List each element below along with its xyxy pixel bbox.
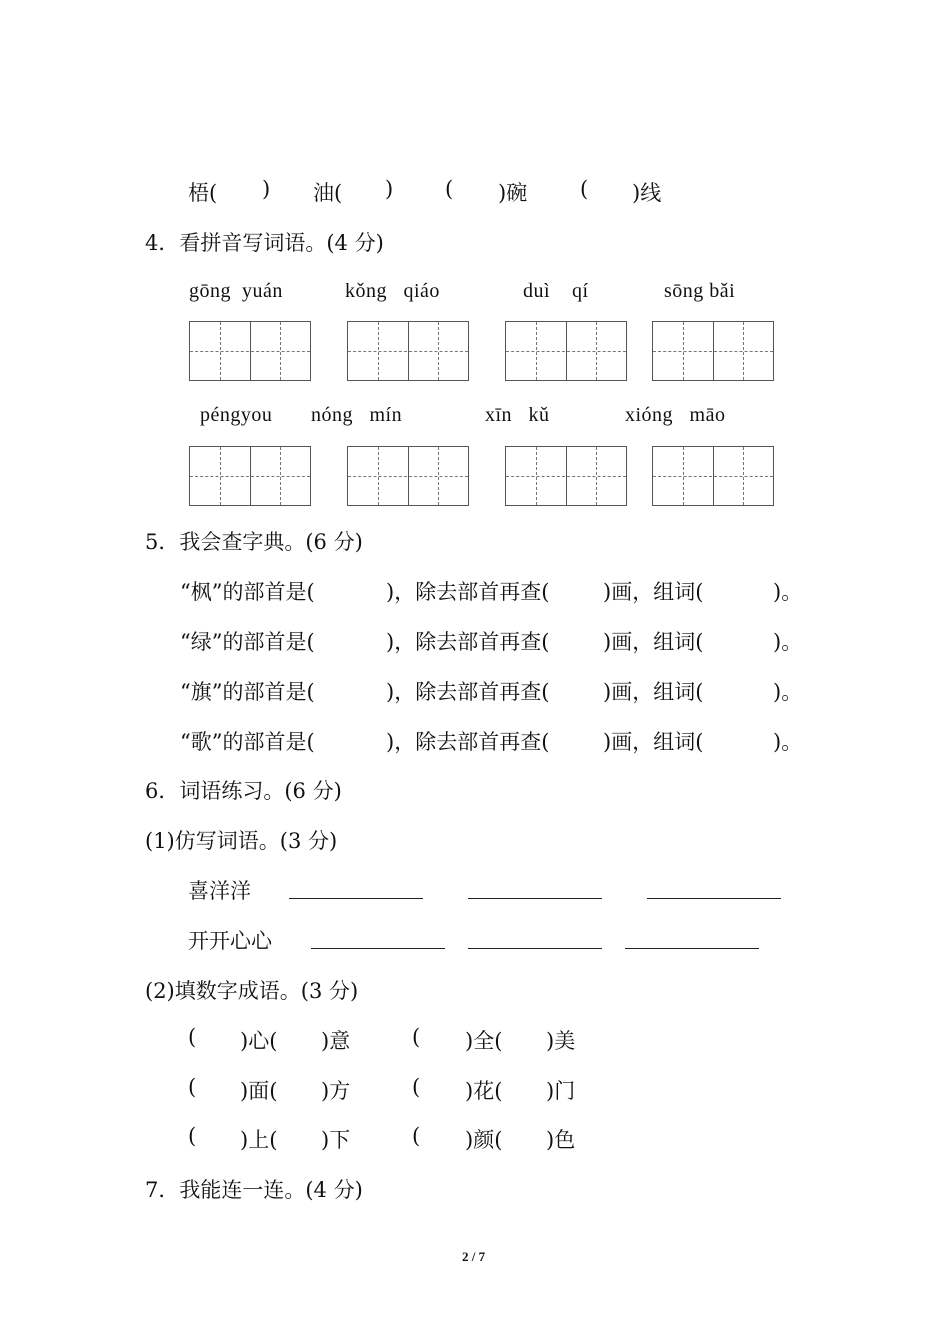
text: )心( bbox=[240, 1029, 278, 1053]
pinyin: gōng yuán bbox=[189, 280, 283, 302]
text: ( bbox=[188, 1025, 197, 1049]
text: ( bbox=[580, 177, 589, 201]
text: )画，组词( bbox=[603, 630, 704, 654]
text: “枫”的部首是( bbox=[180, 580, 315, 604]
text: )，除去部首再查( bbox=[386, 630, 550, 654]
text: )门 bbox=[546, 1079, 576, 1103]
text: )，除去部首再查( bbox=[386, 730, 550, 754]
pinyin: péngyou bbox=[200, 404, 273, 426]
pinyin: xióng māo bbox=[625, 404, 726, 426]
text: )美 bbox=[546, 1029, 576, 1053]
text: )方 bbox=[321, 1079, 351, 1103]
text: ( bbox=[188, 1124, 197, 1148]
q5-title: 5．我会查字典。(6 分) bbox=[145, 530, 363, 554]
text: )下 bbox=[321, 1128, 351, 1152]
text: )线 bbox=[632, 181, 662, 205]
text: ( bbox=[188, 1075, 197, 1099]
pinyin: nóng mín bbox=[311, 404, 403, 426]
answer-line[interactable] bbox=[289, 898, 423, 899]
text: )。 bbox=[773, 630, 803, 654]
text: )上( bbox=[240, 1128, 278, 1152]
text: )。 bbox=[773, 730, 803, 754]
text: ) bbox=[262, 177, 271, 201]
text: “歌”的部首是( bbox=[180, 730, 315, 754]
example-word: 开开心心 bbox=[188, 929, 272, 953]
writing-box[interactable] bbox=[505, 446, 627, 506]
text: “旗”的部首是( bbox=[180, 680, 315, 704]
answer-line[interactable] bbox=[647, 898, 781, 899]
text: )面( bbox=[240, 1079, 278, 1103]
q7-title: 7．我能连一连。(4 分) bbox=[145, 1178, 363, 1202]
text: 油( bbox=[313, 181, 343, 205]
text: )，除去部首再查( bbox=[386, 580, 550, 604]
text: ) bbox=[385, 177, 394, 201]
answer-line[interactable] bbox=[625, 948, 759, 949]
text: ( bbox=[412, 1124, 421, 1148]
text: ( bbox=[445, 177, 454, 201]
text: )。 bbox=[773, 580, 803, 604]
text: )画，组词( bbox=[603, 580, 704, 604]
text: )画，组词( bbox=[603, 680, 704, 704]
writing-box[interactable] bbox=[189, 446, 311, 506]
q4-title: 4．看拼音写词语。(4 分) bbox=[145, 231, 384, 255]
writing-box[interactable] bbox=[347, 321, 469, 381]
pinyin: kǒng qiáo bbox=[345, 280, 440, 302]
text: )意 bbox=[321, 1029, 351, 1053]
text: )全( bbox=[465, 1029, 503, 1053]
page-number: 2 / 7 bbox=[462, 1249, 486, 1264]
text: ( bbox=[412, 1075, 421, 1099]
writing-box[interactable] bbox=[347, 446, 469, 506]
q6-sub2: (2)填数字成语。(3 分) bbox=[145, 979, 359, 1003]
text: )。 bbox=[773, 680, 803, 704]
example-word: 喜洋洋 bbox=[188, 879, 251, 903]
text: )，除去部首再查( bbox=[386, 680, 550, 704]
writing-box[interactable] bbox=[505, 321, 627, 381]
text: ( bbox=[412, 1025, 421, 1049]
text: )花( bbox=[465, 1079, 503, 1103]
text: “绿”的部首是( bbox=[180, 630, 315, 654]
answer-line[interactable] bbox=[468, 948, 602, 949]
q6-title: 6．词语练习。(6 分) bbox=[145, 779, 342, 803]
pinyin: duì qí bbox=[523, 280, 589, 302]
text: )画，组词( bbox=[603, 730, 704, 754]
answer-line[interactable] bbox=[311, 948, 445, 949]
writing-box[interactable] bbox=[652, 446, 774, 506]
pinyin: xīn kǔ bbox=[485, 404, 550, 426]
text: )碗 bbox=[498, 181, 528, 205]
text: )色 bbox=[546, 1128, 576, 1152]
q6-sub1: (1)仿写词语。(3 分) bbox=[145, 829, 338, 853]
answer-line[interactable] bbox=[468, 898, 602, 899]
text: )颜( bbox=[465, 1128, 503, 1152]
text: 梧( bbox=[188, 181, 218, 205]
writing-box[interactable] bbox=[652, 321, 774, 381]
writing-box[interactable] bbox=[189, 321, 311, 381]
pinyin: sōng bǎi bbox=[664, 280, 736, 302]
